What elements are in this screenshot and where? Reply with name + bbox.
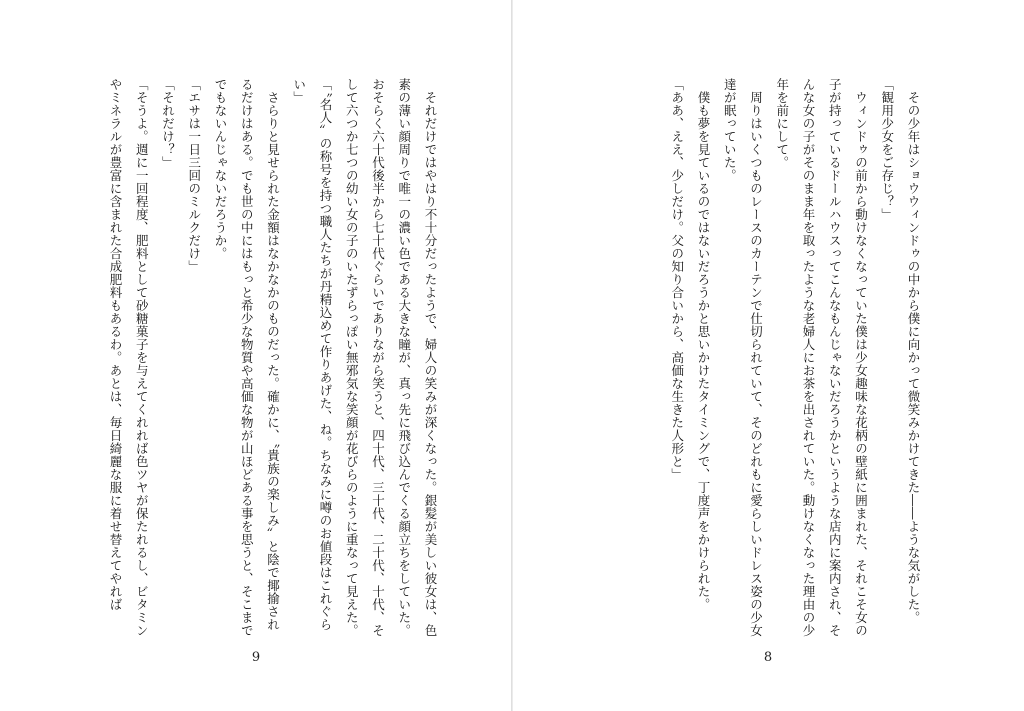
paragraph: さらりと見せられた金額はなかなかのものだった。確かに、〝貴族の楽しみ〟と陰で揶揄されるだけはある。でも世の中にはもっと希少な物質や高価な物が山ほどある事を思うと、そこまででもないんじゃないだろうか。 [213,78,281,637]
paragraph: 「ああ、ええ、少しだけ。父の知り合いから、高価な生きた人形と」 [669,78,685,481]
paragraph: ウィンドゥの前から動けなくなっていた僕は少女趣味な花柄の壁紙に囲まれた、それこそ女の子が持っているドールハウスってこんなもんじゃないだろうかというような店内に案内され、そんな女の子がそのまま年を取ったような老婦人にお茶を出されていた。動けなくなった理由の少年を前にして。 [774,78,869,637]
paragraph: 僕も夢を見ているのではないだろうかと思いかけたタイミングで、丁度声をかけられた。 [696,78,711,611]
left-page [0,0,511,711]
paragraph: その少年はショウウィンドゥの中から僕に向かって微笑みかけてきた――ような気がした。 [906,78,921,624]
left-page-body [73,78,443,638]
paragraph: それだけではやはり不十分だったようで、婦人の笑みが深くなった。銀髪が美しい彼女は、色素の薄い顔周りで唯一の濃い色である大きな瞳が、真っ先に飛び込んでくる顔立ちをしていた。おそらく六十代後半から七十代ぐらいでありながら笑うと、四十代、三十代、二十代、十代、そして六つか七つの幼い女の子のいたずらっぽい無邪気な笑顔が花びらのように重なって見えた。 [344,78,438,637]
paragraph: 「エサは一日三回のミルクだけ」 [186,78,202,273]
page-number-right: 8 [763,650,773,665]
right-page [513,0,1024,711]
paragraph: 「〝名人〟の称号を持つ職人たちが丹精込めて作りあげた、ね。ちなみに噂のお値段はこれぐらい」 [291,78,333,631]
right-page-body [596,78,926,638]
paragraph: 「それだけ？」 [160,78,176,169]
paragraph: 「そうよ。週に一回程度、肥料として砂糖菓子を与えてくれれば色ツヤが保たれるし、ビタミンやミネラルが豊富に含まれた合成肥料もあるわ。あとは、毎日綺麗な服に着せ替えてやれば [108,78,150,637]
page-number-left: 9 [251,650,261,665]
paragraph: 「観用少女をご存じ？」 [879,78,895,221]
paragraph: 周りはいくつものレースのカーテンで仕切られていて、そのどれもに愛らしいドレス姿の少女達が眠っていた。 [722,78,764,637]
